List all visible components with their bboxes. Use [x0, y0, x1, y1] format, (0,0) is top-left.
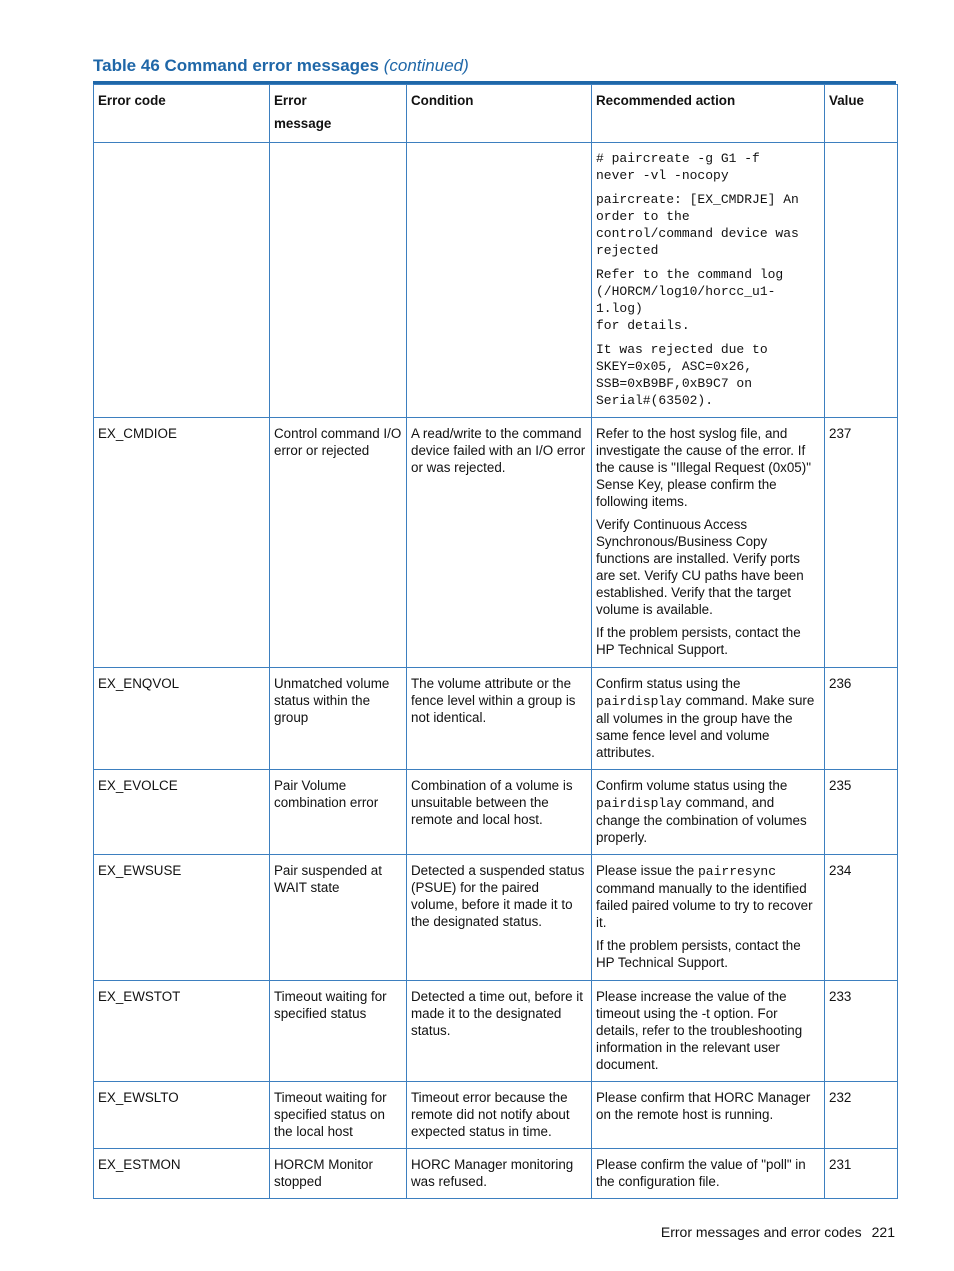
cell-value: 236 [825, 668, 898, 770]
cell-value: 232 [825, 1082, 898, 1149]
cell-condition: The volume attribute or the fence level within a group is not identical. [407, 668, 592, 770]
cell-action-continued [592, 143, 825, 418]
cell-recommended-action: Confirm status using the pairdisplay command. Make sure all volumes in the group have the same fence level and volume attributes. [592, 668, 825, 770]
cell-error-message: Timeout waiting for specified status on the local host [270, 1082, 407, 1149]
page-footer [661, 1222, 895, 1242]
cell-recommended-action: Confirm volume status using the pairdisplay command, and change the combination of volumes properly. [592, 770, 825, 855]
table-row [94, 418, 898, 668]
inline-code: pairresync [698, 864, 777, 879]
cell-error-code: EX_EWSUSE [94, 855, 270, 981]
cell-error-message: Unmatched volume status within the group [270, 668, 407, 770]
cell-error-code: EX_EWSTOT [94, 981, 270, 1082]
cell-condition: Detected a suspended status (PSUE) for the paired volume, before it made it to the designated status. [407, 855, 592, 981]
cell-error-code: EX_CMDIOE [94, 418, 270, 668]
cell-recommended-action: Please issue the pairresync command manually to the identified failed paired volume to try to recover it. If the problem persists, contact the HP Technical Support. [592, 855, 825, 981]
cell-value: 235 [825, 770, 898, 855]
table-row [94, 855, 898, 981]
cell-error-message: Control command I/O error or rejected [270, 418, 407, 668]
cell-recommended-action: Please confirm the value of "poll" in the configuration file. [592, 1149, 825, 1199]
header-recommended-action: Recommended action [592, 85, 825, 143]
cell-error-code: EX_EWSLTO [94, 1082, 270, 1149]
header-error-code: Error code [94, 85, 270, 143]
table-header-row [94, 85, 898, 143]
cell-condition: Timeout error because the remote did not notify about expected status in time. [407, 1082, 592, 1149]
cell-empty [94, 143, 270, 418]
code-block: paircreate: [EX_CMDRJE] An order to the control/command device was rejected [596, 192, 799, 258]
header-error-message [270, 85, 407, 143]
cell-recommended-action: Please confirm that HORC Manager on the remote host is running. [592, 1082, 825, 1149]
table-row [94, 668, 898, 770]
cell-value: 234 [825, 855, 898, 981]
page-number: 221 [871, 1224, 895, 1240]
cell-error-code: EX_ESTMON [94, 1149, 270, 1199]
cell-condition: Detected a time out, before it made it to the designated status. [407, 981, 592, 1082]
cell-error-code: EX_ENQVOL [94, 668, 270, 770]
header-error-message-line1: Error [274, 93, 307, 108]
cell-error-message: Timeout waiting for specified status [270, 981, 407, 1082]
cell-value: 237 [825, 418, 898, 668]
cell-error-code: EX_EVOLCE [94, 770, 270, 855]
table-continued-label: (continued) [383, 56, 469, 75]
header-error-message-line2: message [274, 116, 332, 131]
inline-code: pairdisplay [596, 694, 682, 709]
cell-recommended-action: Please increase the value of the timeout using the -t option. For details, refer to the troubleshooting information in the relevant user document. [592, 981, 825, 1082]
cell-error-message: HORCM Monitor stopped [270, 1149, 407, 1199]
code-block: Refer to the command log (/HORCM/log10/horcc_u1-1.log) for details. [596, 267, 784, 333]
cell-value: 233 [825, 981, 898, 1082]
cell-empty [825, 143, 898, 418]
cell-condition: HORC Manager monitoring was refused. [407, 1149, 592, 1199]
code-block: It was rejected due to SKEY=0x05, ASC=0x26, SSB=0xB9BF,0xB9C7 on Serial#(63502). [596, 342, 768, 408]
cell-error-message: Pair suspended at WAIT state [270, 855, 407, 981]
table-row [94, 1149, 898, 1199]
table-row [94, 770, 898, 855]
inline-code: pairdisplay [596, 796, 682, 811]
cell-recommended-action: Refer to the host syslog file, and investigate the cause of the error. If the cause is "Illegal Request (0x05)" Sense Key, please confirm the following items. Verify Continuous Access Synchronous/Business Copy functions are installed. Verify ports are set. Verify CU paths have been established. Verify that the target volume is available. If the problem persists, contact the HP Technical Support. [592, 418, 825, 668]
header-condition: Condition [407, 85, 592, 143]
table-row-continued [94, 143, 898, 418]
header-value: Value [825, 85, 898, 143]
cell-empty [407, 143, 592, 418]
error-messages-table [93, 84, 898, 1199]
table-title: Table 46 Command error messages [93, 56, 379, 75]
cell-value: 231 [825, 1149, 898, 1199]
table-caption [93, 55, 469, 77]
cell-condition: Combination of a volume is unsuitable between the remote and local host. [407, 770, 592, 855]
code-block: # paircreate -g G1 -f never -vl -nocopy [596, 151, 760, 183]
cell-error-message: Pair Volume combination error [270, 770, 407, 855]
table-row [94, 1082, 898, 1149]
table-row [94, 981, 898, 1082]
footer-section-title: Error messages and error codes [660, 1224, 862, 1240]
cell-condition: A read/write to the command device failed with an I/O error or was rejected. [407, 418, 592, 668]
cell-empty [270, 143, 407, 418]
